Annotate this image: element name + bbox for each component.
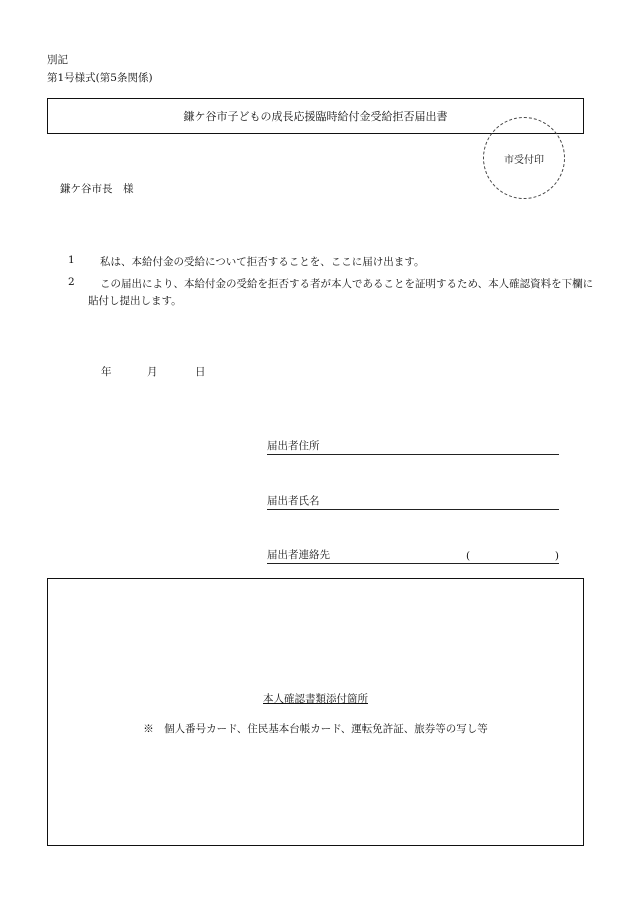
applicant-name-label: 届出者氏名 [267,495,320,507]
paren-open: ( [466,550,471,562]
date-year-label: 年 [101,366,112,378]
applicant-name-field[interactable] [267,493,559,510]
form-number: 第1号様式(第5条関係) [47,72,153,84]
item-number: 1 [68,254,75,266]
reception-stamp-area [483,117,565,199]
applicant-address-field[interactable] [267,438,559,455]
item-number: 2 [68,276,75,288]
annex-label: 別記 [47,54,68,66]
applicant-address-label: 届出者住所 [267,440,320,452]
id-attachment-note: ※ 個人番号カード、住民基本台帳カード、運転免許証、旅券等の写し等 [143,723,488,735]
date-day-label: 日 [195,366,206,378]
id-document-attachment-area [47,578,584,846]
applicant-contact-label: 届出者連絡先 [267,549,330,561]
addressee: 鎌ケ谷市長 様 [60,183,134,195]
item-text: 私は、本給付金の受給について拒否することを、ここに届け出ます。 [100,256,425,268]
applicant-contact-field[interactable] [267,547,559,564]
reception-stamp-label: 市受付印 [504,154,544,166]
item-text: この届出により、本給付金の受給を拒否する者が本人であることを証明するため、本人確認資料を下欄に貼付し提出します。 [88,278,594,307]
paren-close: ) [554,550,559,562]
id-attachment-title: 本人確認書類添付箇所 [263,693,368,705]
date-month-label: 月 [147,366,158,378]
document-title: 鎌ケ谷市子どもの成長応援臨時給付金受給拒否届出書 [183,110,448,123]
